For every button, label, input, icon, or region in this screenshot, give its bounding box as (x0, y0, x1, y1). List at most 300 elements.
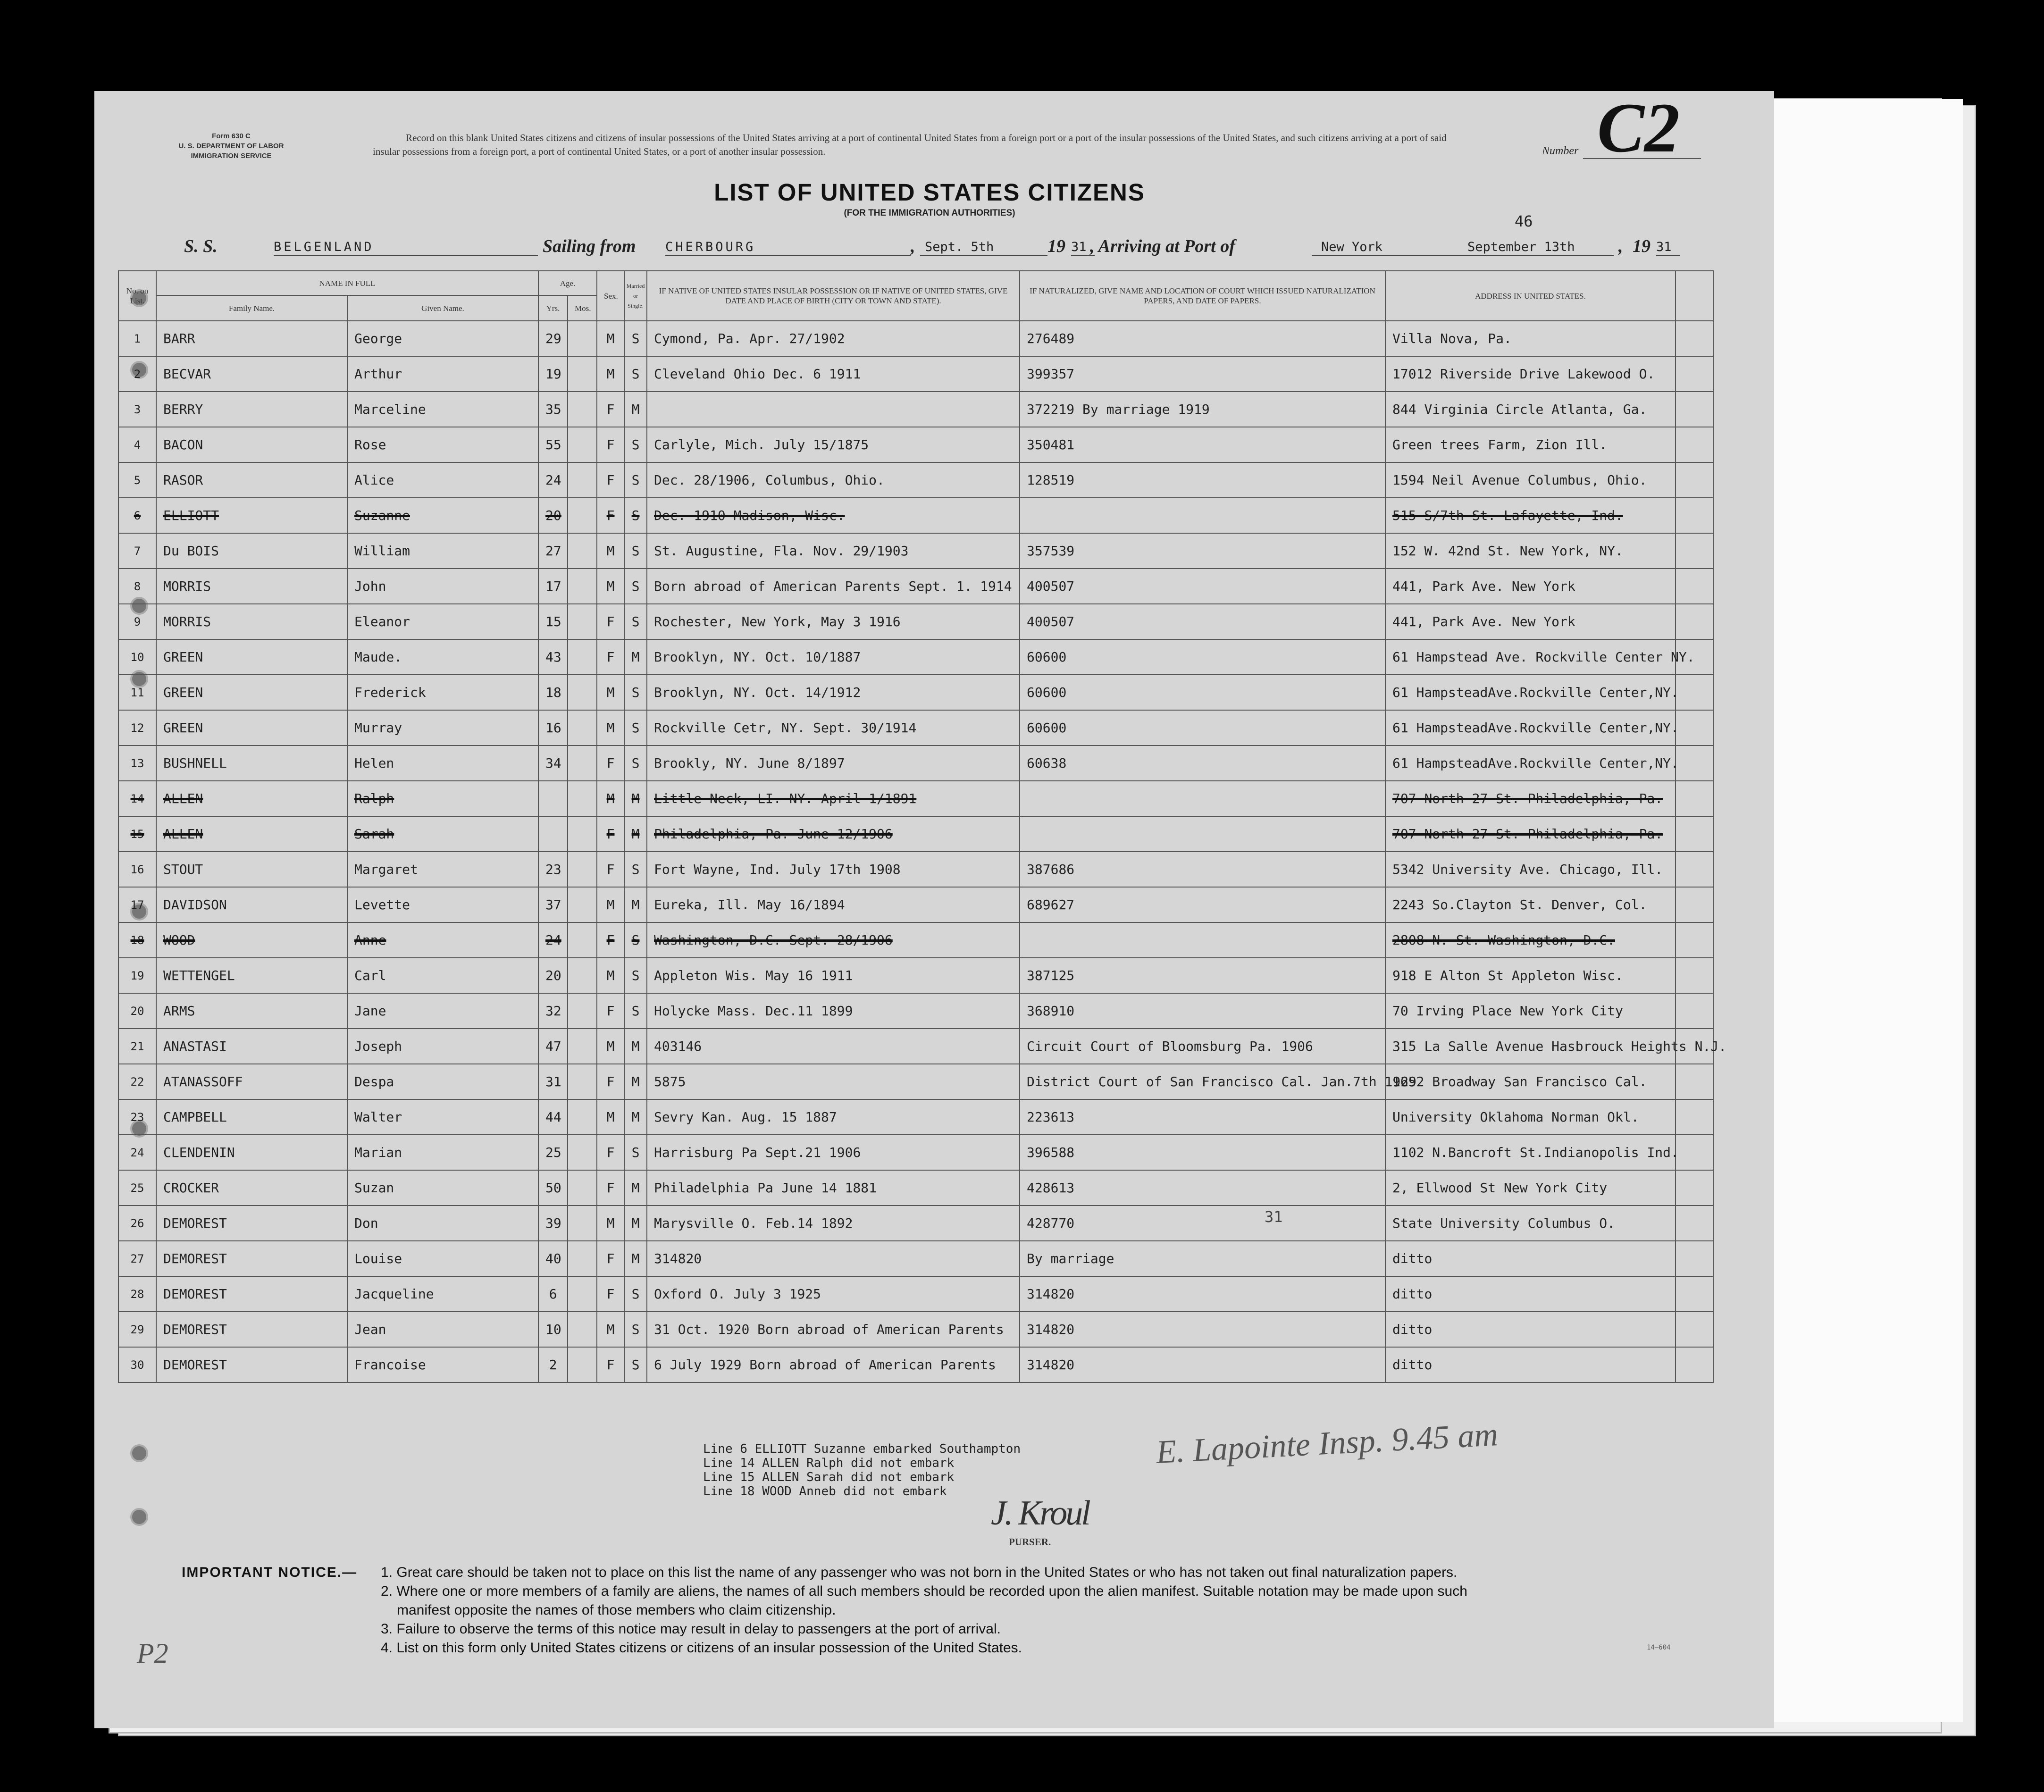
age-years: 37 (538, 887, 568, 922)
age-months (568, 533, 597, 569)
marital-status: S (624, 1312, 647, 1347)
age-years: 20 (538, 498, 568, 533)
age-years: 24 (538, 922, 568, 958)
given-name: Despa (347, 1064, 538, 1099)
year-prefix: 19 (1047, 236, 1065, 256)
line-number: 8 (118, 569, 156, 604)
sex: F (597, 639, 624, 675)
line-number: 24 (118, 1135, 156, 1170)
age-years: 47 (538, 1029, 568, 1064)
table-row (118, 462, 1713, 498)
marital-status: S (624, 745, 647, 781)
given-name: Jean (347, 1312, 538, 1347)
naturalization-info: 428613 (1020, 1170, 1385, 1206)
family-name: BECVAR (156, 356, 347, 392)
age-months (568, 498, 597, 533)
table-row (118, 887, 1713, 922)
family-name: ALLEN (156, 816, 347, 852)
sex: M (597, 1099, 624, 1135)
marital-status: S (624, 356, 647, 392)
address: 707 North 27 St. Philadelphia, Pa. (1385, 781, 1675, 816)
birth-info: Harrisburg Pa Sept.21 1906 (647, 1135, 1020, 1170)
birth-info: Eureka, Ill. May 16/1894 (647, 887, 1020, 922)
birth-info: 31 Oct. 1920 Born abroad of American Parents (647, 1312, 1020, 1347)
blank (1675, 604, 1713, 639)
birth-info: Dec. 28/1906, Columbus, Ohio. (647, 462, 1020, 498)
embarkation-notes (703, 1442, 1194, 1499)
line-number: 19 (118, 958, 156, 993)
arrival-port: New York (1321, 240, 1383, 254)
birth-info: Brooklyn, NY. Oct. 14/1912 (647, 675, 1020, 710)
marital-status: M (624, 1170, 647, 1206)
sex: F (597, 462, 624, 498)
notice-item: 1. Great care should be taken not to place on this list the name of any passenger who was not born in the United States or who has not taken out final naturalization papers. (381, 1565, 1458, 1580)
family-name: BERRY (156, 392, 347, 427)
sex: F (597, 604, 624, 639)
table-row (118, 392, 1713, 427)
family-name: DAVIDSON (156, 887, 347, 922)
col-given-name: Given Name. (347, 295, 538, 321)
marital-status: S (624, 1347, 647, 1382)
table-row (118, 852, 1713, 887)
line-number: 1 (118, 321, 156, 356)
table-row (118, 958, 1713, 993)
naturalization-info: 314820 (1020, 1347, 1385, 1382)
given-name: Don (347, 1206, 538, 1241)
sex: F (597, 1135, 624, 1170)
arriving-label: , Arriving at Port of (1090, 236, 1235, 256)
page-title: LIST OF UNITED STATES CITIZENS (714, 179, 1145, 206)
sex: F (597, 1170, 624, 1206)
table-row (118, 321, 1713, 356)
sex: M (597, 675, 624, 710)
age-months (568, 1135, 597, 1170)
marital-status: M (624, 1099, 647, 1135)
address: 2808 N. St. Washington, D.C. (1385, 922, 1675, 958)
departure-date: Sept. 5th (925, 240, 994, 254)
given-name: Rose (347, 427, 538, 462)
line-number: 6 (118, 498, 156, 533)
underline (1071, 255, 1095, 256)
naturalization-info: 372219 By marriage 1919 (1020, 392, 1385, 427)
address: 17012 Riverside Drive Lakewood O. (1385, 356, 1675, 392)
table-row (118, 1135, 1713, 1170)
line-number: 25 (118, 1170, 156, 1206)
underline (665, 255, 911, 256)
naturalization-info: 400507 (1020, 604, 1385, 639)
sex: F (597, 922, 624, 958)
address: 707 North 27 St. Philadelphia, Pa. (1385, 816, 1675, 852)
inspector-signature: E. Lapointe Insp. 9.45 am (1155, 1416, 1499, 1471)
marital-status: S (624, 1276, 647, 1312)
table-row (118, 1347, 1713, 1382)
blank (1675, 356, 1713, 392)
blank (1675, 569, 1713, 604)
col-married-single: Married or Single. (624, 271, 647, 321)
blank (1675, 533, 1713, 569)
sex: M (597, 710, 624, 745)
age-months (568, 569, 597, 604)
address: 61 HampsteadAve.Rockville Center,NY. (1385, 675, 1675, 710)
age-months (568, 958, 597, 993)
age-years: 40 (538, 1241, 568, 1276)
line-number: 16 (118, 852, 156, 887)
col-address: ADDRESS IN UNITED STATES. (1385, 271, 1675, 321)
naturalization-info: 314820 (1020, 1312, 1385, 1347)
col-family-name: Family Name. (156, 295, 347, 321)
address: Green trees Farm, Zion Ill. (1385, 427, 1675, 462)
family-name: DEMOREST (156, 1241, 347, 1276)
age-years: 15 (538, 604, 568, 639)
family-name: DEMOREST (156, 1206, 347, 1241)
birth-info: Fort Wayne, Ind. July 17th 1908 (647, 852, 1020, 887)
address: 70 Irving Place New York City (1385, 993, 1675, 1029)
age-months (568, 1276, 597, 1312)
age-years: 44 (538, 1099, 568, 1135)
sex: M (597, 887, 624, 922)
underline (1312, 255, 1614, 256)
birth-info: Cymond, Pa. Apr. 27/1902 (647, 321, 1020, 356)
sex: F (597, 1347, 624, 1382)
family-name: Du BOIS (156, 533, 347, 569)
sex: F (597, 392, 624, 427)
given-name: Murray (347, 710, 538, 745)
departure-port: CHERBOURG (665, 240, 756, 254)
naturalization-info: 128519 (1020, 462, 1385, 498)
address: 61 HampsteadAve.Rockville Center,NY. (1385, 745, 1675, 781)
col-yrs: Yrs. (538, 295, 568, 321)
ss-label: S. S. (184, 236, 218, 256)
age-months (568, 392, 597, 427)
naturalization-info (1020, 781, 1385, 816)
address: University Oklahoma Norman Okl. (1385, 1099, 1675, 1135)
birth-info: 314820 (647, 1241, 1020, 1276)
sex: M (597, 781, 624, 816)
sex: M (597, 1312, 624, 1347)
naturalization-info: 357539 (1020, 533, 1385, 569)
family-name: ATANASSOFF (156, 1064, 347, 1099)
given-name: William (347, 533, 538, 569)
year-prefix: 19 (1633, 236, 1650, 256)
age-months (568, 462, 597, 498)
given-name: Joseph (347, 1029, 538, 1064)
age-years: 2 (538, 1347, 568, 1382)
given-name: Marceline (347, 392, 538, 427)
form-number: Form 630 C (212, 132, 251, 140)
marital-status: M (624, 816, 647, 852)
given-name: Suzanne (347, 498, 538, 533)
blank (1675, 958, 1713, 993)
table-row (118, 781, 1713, 816)
blank (1675, 1276, 1713, 1312)
naturalization-info: 223613 (1020, 1099, 1385, 1135)
given-name: Sarah (347, 816, 538, 852)
given-name: Francoise (347, 1347, 538, 1382)
address: 61 HampsteadAve.Rockville Center,NY. (1385, 710, 1675, 745)
marital-status: S (624, 462, 647, 498)
age-years: 6 (538, 1276, 568, 1312)
birth-info: Brookly, NY. June 8/1897 (647, 745, 1020, 781)
address: 441, Park Ave. New York (1385, 569, 1675, 604)
age-years: 25 (538, 1135, 568, 1170)
naturalization-info: By marriage (1020, 1241, 1385, 1276)
age-years: 55 (538, 427, 568, 462)
sex: M (597, 533, 624, 569)
marital-status: S (624, 675, 647, 710)
line-number: 26 (118, 1206, 156, 1241)
blank (1675, 1135, 1713, 1170)
marital-status: S (624, 993, 647, 1029)
given-name: Walter (347, 1099, 538, 1135)
address: ditto (1385, 1241, 1675, 1276)
family-name: DEMOREST (156, 1276, 347, 1312)
age-years: 43 (538, 639, 568, 675)
underline (1656, 255, 1680, 256)
address: 315 La Salle Avenue Hasbrouck Heights N.J. (1385, 1029, 1675, 1064)
notice-items (381, 1563, 1740, 1658)
table-row (118, 498, 1713, 533)
blank (1675, 462, 1713, 498)
line-number: 15 (118, 816, 156, 852)
table-row (118, 922, 1713, 958)
blank (1675, 887, 1713, 922)
binder-hole (130, 1508, 148, 1526)
department: U. S. DEPARTMENT OF LABOR (178, 142, 284, 150)
birth-info: Marysville O. Feb.14 1892 (647, 1206, 1020, 1241)
given-name: John (347, 569, 538, 604)
line-number: 22 (118, 1064, 156, 1099)
address: 5342 University Ave. Chicago, Ill. (1385, 852, 1675, 887)
table-row (118, 1206, 1713, 1241)
age-years: 10 (538, 1312, 568, 1347)
line-number: 4 (118, 427, 156, 462)
naturalization-info (1020, 922, 1385, 958)
age-months (568, 1347, 597, 1382)
family-name: GREEN (156, 639, 347, 675)
address: State University Columbus O. (1385, 1206, 1675, 1241)
line-number: 13 (118, 745, 156, 781)
family-name: BACON (156, 427, 347, 462)
note-line: Line 15 ALLEN Sarah did not embark (703, 1470, 955, 1484)
purser-signature: J. Kroul (991, 1494, 1089, 1532)
naturalization-info: 60600 (1020, 639, 1385, 675)
sex: F (597, 498, 624, 533)
address: 152 W. 42nd St. New York, NY. (1385, 533, 1675, 569)
age-years: 50 (538, 1170, 568, 1206)
address: 61 Hampstead Ave. Rockville Center NY. (1385, 639, 1675, 675)
marital-status: M (624, 1241, 647, 1276)
sex: F (597, 852, 624, 887)
address: 2243 So.Clayton St. Denver, Col. (1385, 887, 1675, 922)
age-months (568, 922, 597, 958)
table-row (118, 745, 1713, 781)
line-number: 23 (118, 1099, 156, 1135)
birth-info: Rochester, New York, May 3 1916 (647, 604, 1020, 639)
line-number: 28 (118, 1276, 156, 1312)
age-years: 23 (538, 852, 568, 887)
marital-status: S (624, 604, 647, 639)
family-name: GREEN (156, 710, 347, 745)
underline (920, 255, 1047, 256)
given-name: Suzan (347, 1170, 538, 1206)
age-years: 19 (538, 356, 568, 392)
col-age: Age. (538, 271, 597, 295)
table-row (118, 1099, 1713, 1135)
arrival-year: 31 (1656, 240, 1672, 254)
blank (1675, 745, 1713, 781)
notice-item: 2. Where one or more members of a family are aliens, the names of all such members should be recorded upon the alien manifest. Suitable notation may be made upon such (381, 1583, 1467, 1599)
age-months (568, 1099, 597, 1135)
naturalization-info: Circuit Court of Bloomsburg Pa. 1906 (1020, 1029, 1385, 1064)
notice-item: 3. Failure to observe the terms of this notice may result in delay to passengers at the port of arrival. (381, 1621, 1001, 1637)
line-number: 27 (118, 1241, 156, 1276)
birth-info: Dec. 1910 Madison, Wisc. (647, 498, 1020, 533)
blank (1675, 1099, 1713, 1135)
line-number: 7 (118, 533, 156, 569)
address: ditto (1385, 1347, 1675, 1382)
underline (274, 255, 538, 256)
given-name: Levette (347, 887, 538, 922)
table-row (118, 1276, 1713, 1312)
sex: F (597, 1064, 624, 1099)
marital-status: M (624, 1029, 647, 1064)
age-months (568, 321, 597, 356)
marital-status: S (624, 533, 647, 569)
birth-info: 6 July 1929 Born abroad of American Parents (647, 1347, 1020, 1382)
naturalization-info (1020, 498, 1385, 533)
age-months (568, 639, 597, 675)
sex: M (597, 1029, 624, 1064)
note-line: Line 18 WOOD Anneb did not embark (703, 1484, 947, 1499)
arrival-date: September 13th (1467, 240, 1575, 254)
birth-info (647, 392, 1020, 427)
family-name: BARR (156, 321, 347, 356)
given-name: Louise (347, 1241, 538, 1276)
family-name: DEMOREST (156, 1312, 347, 1347)
given-name: Jacqueline (347, 1276, 538, 1312)
line-number: 29 (118, 1312, 156, 1347)
birth-info: St. Augustine, Fla. Nov. 29/1903 (647, 533, 1020, 569)
sex: F (597, 993, 624, 1029)
marital-status: M (624, 1206, 647, 1241)
birth-info: Washington, D.C. Sept. 28/1906 (647, 922, 1020, 958)
age-years: 16 (538, 710, 568, 745)
col-name-in-full: NAME IN FULL (156, 271, 538, 295)
notice-heading: IMPORTANT NOTICE.— (182, 1565, 358, 1580)
table-row (118, 533, 1713, 569)
marital-status: S (624, 498, 647, 533)
given-name: Jane (347, 993, 538, 1029)
birth-info: Cleveland Ohio Dec. 6 1911 (647, 356, 1020, 392)
table-row (118, 1170, 1713, 1206)
marital-status: S (624, 958, 647, 993)
age-months (568, 675, 597, 710)
line-number: 14 (118, 781, 156, 816)
col-mos: Mos. (568, 295, 597, 321)
age-years (538, 816, 568, 852)
intro-text: Record on this blank United States citizens and citizens of insular possessions of the United States arriving at a port of continental United States from a foreign port or a port of the insular possessions of the United States, and such citizens arriving at a port of said insular possessions from a foreign port, a port of continental United States, or a port of another insular possession. (373, 132, 1447, 157)
naturalization-info: 428770 (1020, 1206, 1385, 1241)
blank (1675, 675, 1713, 710)
naturalization-info (1020, 816, 1385, 852)
age-months (568, 993, 597, 1029)
sex: F (597, 1276, 624, 1312)
naturalization-info: 368910 (1020, 993, 1385, 1029)
list-number: C2 (1597, 89, 1680, 167)
col-blank (1675, 271, 1713, 321)
line-number: 21 (118, 1029, 156, 1064)
table-row (118, 675, 1713, 710)
sex: F (597, 427, 624, 462)
marital-status: S (624, 569, 647, 604)
line-number: 12 (118, 710, 156, 745)
line-number: 5 (118, 462, 156, 498)
sex: M (597, 958, 624, 993)
blank (1675, 1347, 1713, 1382)
marital-status: M (624, 639, 647, 675)
notice-item: 4. List on this form only United States citizens or citizens of an insular possession of the United States. (381, 1640, 1022, 1656)
line-number: 17 (118, 887, 156, 922)
given-name: Carl (347, 958, 538, 993)
address: 1594 Neil Avenue Columbus, Ohio. (1385, 462, 1675, 498)
blank (1675, 427, 1713, 462)
age-months (568, 1170, 597, 1206)
blank (1675, 498, 1713, 533)
blank (1675, 1241, 1713, 1276)
marital-status: M (624, 887, 647, 922)
binder-hole (130, 1444, 148, 1462)
age-years: 24 (538, 462, 568, 498)
age-years: 39 (538, 1206, 568, 1241)
naturalization-info: 350481 (1020, 427, 1385, 462)
address: 844 Virginia Circle Atlanta, Ga. (1385, 392, 1675, 427)
marital-status: S (624, 1135, 647, 1170)
departure-year: 31 (1071, 240, 1087, 254)
passenger-table (118, 270, 1727, 1383)
blank (1675, 816, 1713, 852)
blank-strip (1774, 99, 1963, 1722)
address: 515 S/7th St. Lafayette, Ind. (1385, 498, 1675, 533)
given-name: George (347, 321, 538, 356)
marital-status: S (624, 710, 647, 745)
birth-info: Holycke Mass. Dec.11 1899 (647, 993, 1020, 1029)
family-name: CROCKER (156, 1170, 347, 1206)
family-name: GREEN (156, 675, 347, 710)
service: IMMIGRATION SERVICE (191, 152, 272, 160)
address: 1102 N.Bancroft St.Indianopolis Ind. (1385, 1135, 1675, 1170)
family-name: RASOR (156, 462, 347, 498)
page-subtitle: (FOR THE IMMIGRATION AUTHORITIES) (844, 208, 1015, 218)
age-months (568, 604, 597, 639)
blank (1675, 710, 1713, 745)
birth-info: Oxford O. July 3 1925 (647, 1276, 1020, 1312)
address: Villa Nova, Pa. (1385, 321, 1675, 356)
family-name: WOOD (156, 922, 347, 958)
age-years: 18 (538, 675, 568, 710)
age-months (568, 781, 597, 816)
blank (1675, 922, 1713, 958)
line-number: 2 (118, 356, 156, 392)
given-name: Marian (347, 1135, 538, 1170)
age-years: 34 (538, 745, 568, 781)
form-code: 14—604 (1647, 1644, 1671, 1651)
given-name: Alice (347, 462, 538, 498)
marital-status: S (624, 427, 647, 462)
col-naturalized: IF NATURALIZED, GIVE NAME AND LOCATION OF COURT WHICH ISSUED NATURALIZATION PAPERS, AND DATE OF PAPERS. (1020, 271, 1385, 321)
naturalization-info: 60600 (1020, 675, 1385, 710)
line-number: 18 (118, 922, 156, 958)
blank (1675, 1170, 1713, 1206)
